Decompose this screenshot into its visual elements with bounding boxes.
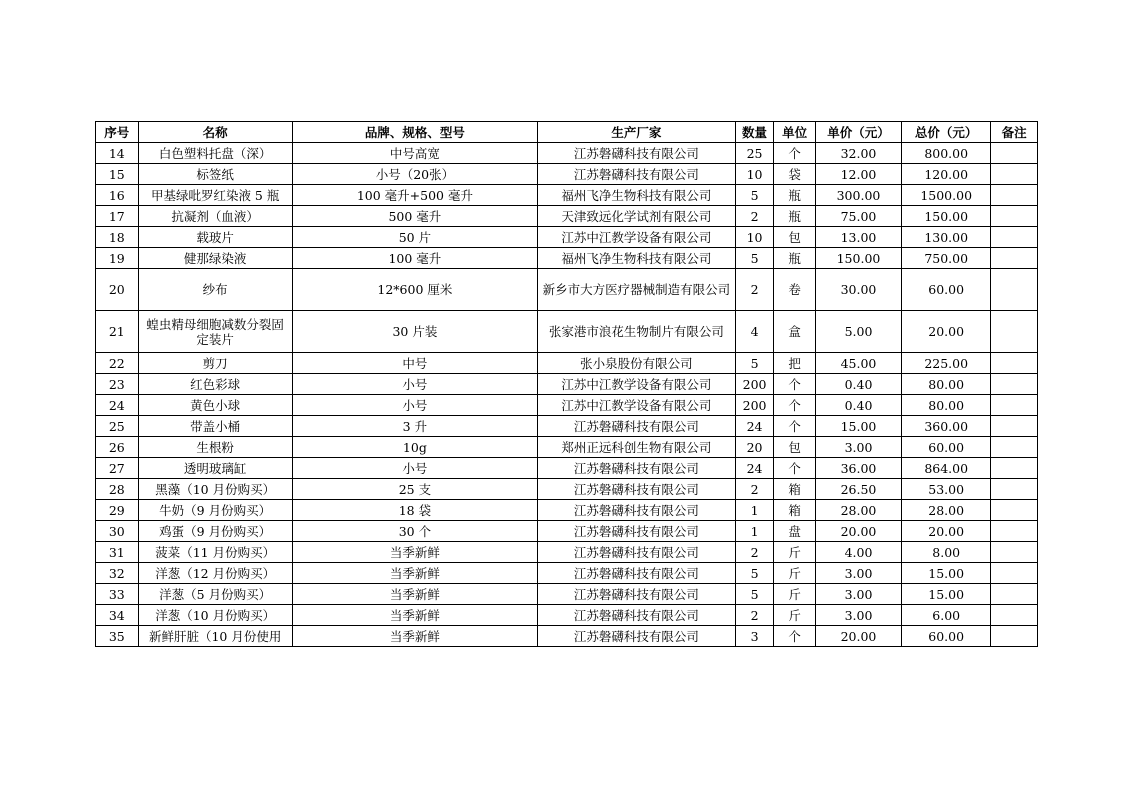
cell-spec: 12*600 厘米 [292,269,537,311]
cell-qty: 2 [735,269,774,311]
cell-name: 标签纸 [138,164,292,185]
table-row [96,479,1038,500]
table-row [96,353,1038,374]
cell-no: 32 [96,563,139,584]
cell-name: 抗凝剂（血液） [138,206,292,227]
cell-price: 3.00 [815,563,901,584]
table-header [96,122,1038,143]
cell-no: 20 [96,269,139,311]
cell-maker: 江苏磐礴科技有限公司 [538,143,736,164]
cell-qty: 5 [735,584,774,605]
cell-unit: 瓶 [774,248,816,269]
cell-price: 12.00 [815,164,901,185]
cell-price: 30.00 [815,269,901,311]
cell-no: 31 [96,542,139,563]
cell-no: 18 [96,227,139,248]
cell-maker: 江苏磐礴科技有限公司 [538,626,736,647]
table-row [96,500,1038,521]
cell-price: 5.00 [815,311,901,353]
cell-qty: 5 [735,248,774,269]
cell-name: 透明玻璃缸 [138,458,292,479]
cell-spec: 当季新鲜 [292,542,537,563]
cell-no: 30 [96,521,139,542]
table-row [96,416,1038,437]
cell-spec: 100 毫升+500 毫升 [292,185,537,206]
cell-no: 23 [96,374,139,395]
cell-price: 36.00 [815,458,901,479]
cell-note [991,626,1038,647]
cell-spec: 3 升 [292,416,537,437]
cell-qty: 25 [735,143,774,164]
table-row [96,584,1038,605]
cell-total: 60.00 [902,437,991,458]
cell-maker: 江苏磐礴科技有限公司 [538,521,736,542]
cell-qty: 5 [735,353,774,374]
cell-spec: 小号 [292,395,537,416]
cell-no: 14 [96,143,139,164]
table-row [96,626,1038,647]
cell-note [991,521,1038,542]
cell-total: 80.00 [902,395,991,416]
cell-total: 60.00 [902,269,991,311]
cell-maker: 江苏磐礴科技有限公司 [538,416,736,437]
cell-spec: 当季新鲜 [292,626,537,647]
cell-unit: 袋 [774,164,816,185]
cell-note [991,353,1038,374]
cell-name: 洋葱（5 月份购买） [138,584,292,605]
table-row [96,269,1038,311]
cell-note [991,164,1038,185]
cell-total: 120.00 [902,164,991,185]
cell-no: 33 [96,584,139,605]
cell-note [991,248,1038,269]
cell-total: 15.00 [902,584,991,605]
table-row [96,206,1038,227]
cell-maker: 张小泉股份有限公司 [538,353,736,374]
cell-qty: 10 [735,227,774,248]
cell-name: 甲基绿吡罗红染液 5 瓶 [138,185,292,206]
cell-name: 载玻片 [138,227,292,248]
cell-note [991,269,1038,311]
table-row [96,458,1038,479]
table-row [96,605,1038,626]
cell-spec: 18 袋 [292,500,537,521]
header-no: 序号 [96,122,139,143]
cell-maker: 张家港市浪花生物制片有限公司 [538,311,736,353]
cell-qty: 2 [735,206,774,227]
cell-total: 53.00 [902,479,991,500]
cell-note [991,143,1038,164]
cell-maker: 江苏磐礴科技有限公司 [538,479,736,500]
cell-unit: 斤 [774,584,816,605]
cell-price: 300.00 [815,185,901,206]
cell-unit: 把 [774,353,816,374]
cell-note [991,458,1038,479]
header-note: 备注 [991,122,1038,143]
cell-maker: 江苏磐礴科技有限公司 [538,164,736,185]
cell-name: 牛奶（9 月份购买） [138,500,292,521]
cell-spec: 50 片 [292,227,537,248]
cell-total: 80.00 [902,374,991,395]
cell-note [991,311,1038,353]
cell-unit: 瓶 [774,206,816,227]
cell-name: 红色彩球 [138,374,292,395]
cell-no: 19 [96,248,139,269]
cell-qty: 200 [735,374,774,395]
cell-total: 20.00 [902,521,991,542]
cell-spec: 中号 [292,353,537,374]
cell-note [991,563,1038,584]
cell-total: 6.00 [902,605,991,626]
cell-note [991,584,1038,605]
cell-name: 黑藻（10 月份购买） [138,479,292,500]
cell-note [991,437,1038,458]
cell-unit: 卷 [774,269,816,311]
cell-unit: 箱 [774,479,816,500]
cell-price: 150.00 [815,248,901,269]
cell-note [991,374,1038,395]
cell-maker: 江苏磐礴科技有限公司 [538,563,736,584]
cell-maker: 郑州正远科创生物有限公司 [538,437,736,458]
cell-name: 白色塑料托盘（深） [138,143,292,164]
cell-qty: 1 [735,500,774,521]
cell-name: 健那绿染液 [138,248,292,269]
cell-maker: 福州飞净生物科技有限公司 [538,248,736,269]
cell-price: 20.00 [815,626,901,647]
cell-unit: 包 [774,437,816,458]
cell-name: 纱布 [138,269,292,311]
cell-note [991,479,1038,500]
cell-unit: 个 [774,395,816,416]
cell-no: 34 [96,605,139,626]
cell-price: 0.40 [815,395,901,416]
header-maker: 生产厂家 [538,122,736,143]
cell-total: 60.00 [902,626,991,647]
cell-qty: 2 [735,542,774,563]
cell-note [991,542,1038,563]
cell-spec: 当季新鲜 [292,605,537,626]
cell-unit: 盘 [774,521,816,542]
cell-spec: 10g [292,437,537,458]
cell-total: 864.00 [902,458,991,479]
cell-name: 洋葱（10 月份购买） [138,605,292,626]
cell-name: 黄色小球 [138,395,292,416]
cell-note [991,500,1038,521]
table-row [96,185,1038,206]
cell-price: 3.00 [815,437,901,458]
cell-no: 24 [96,395,139,416]
cell-spec: 25 支 [292,479,537,500]
cell-qty: 200 [735,395,774,416]
cell-price: 75.00 [815,206,901,227]
header-price: 单价（元） [815,122,901,143]
cell-qty: 2 [735,479,774,500]
cell-total: 130.00 [902,227,991,248]
cell-name: 鸡蛋（9 月份购买） [138,521,292,542]
cell-unit: 盒 [774,311,816,353]
cell-no: 21 [96,311,139,353]
cell-total: 225.00 [902,353,991,374]
cell-spec: 100 毫升 [292,248,537,269]
cell-price: 0.40 [815,374,901,395]
cell-maker: 江苏磐礴科技有限公司 [538,605,736,626]
cell-price: 3.00 [815,605,901,626]
cell-maker: 福州飞净生物科技有限公司 [538,185,736,206]
cell-unit: 斤 [774,563,816,584]
cell-unit: 斤 [774,542,816,563]
cell-maker: 江苏磐礴科技有限公司 [538,584,736,605]
header-name: 名称 [138,122,292,143]
cell-no: 29 [96,500,139,521]
cell-unit: 个 [774,416,816,437]
cell-no: 28 [96,479,139,500]
table-row [96,542,1038,563]
cell-spec: 30 片装 [292,311,537,353]
cell-name: 剪刀 [138,353,292,374]
table-row [96,311,1038,353]
cell-note [991,395,1038,416]
cell-qty: 1 [735,521,774,542]
table-row [96,437,1038,458]
cell-maker: 江苏磐礴科技有限公司 [538,542,736,563]
cell-price: 45.00 [815,353,901,374]
cell-note [991,227,1038,248]
cell-spec: 中号高宽 [292,143,537,164]
purchase-table [95,121,1038,647]
cell-maker: 新乡市大方医疗器械制造有限公司 [538,269,736,311]
cell-qty: 20 [735,437,774,458]
cell-maker: 江苏中江教学设备有限公司 [538,227,736,248]
cell-price: 32.00 [815,143,901,164]
cell-total: 1500.00 [902,185,991,206]
cell-no: 26 [96,437,139,458]
cell-total: 28.00 [902,500,991,521]
cell-total: 20.00 [902,311,991,353]
table-row [96,395,1038,416]
cell-unit: 个 [774,458,816,479]
cell-name: 蝗虫精母细胞减数分裂固定装片 [138,311,292,353]
cell-maker: 江苏磐礴科技有限公司 [538,500,736,521]
header-spec: 品牌、规格、型号 [292,122,537,143]
cell-qty: 5 [735,563,774,584]
cell-note [991,416,1038,437]
cell-qty: 10 [735,164,774,185]
cell-price: 4.00 [815,542,901,563]
cell-spec: 当季新鲜 [292,584,537,605]
cell-unit: 个 [774,143,816,164]
header-row [96,122,1038,143]
cell-unit: 瓶 [774,185,816,206]
cell-unit: 个 [774,374,816,395]
cell-unit: 箱 [774,500,816,521]
cell-spec: 当季新鲜 [292,563,537,584]
cell-name: 菠菜（11 月份购买） [138,542,292,563]
cell-name: 洋葱（12 月份购买） [138,563,292,584]
cell-qty: 3 [735,626,774,647]
cell-qty: 24 [735,416,774,437]
cell-name: 带盖小桶 [138,416,292,437]
cell-name: 新鲜肝脏（10 月份使用 [138,626,292,647]
cell-spec: 500 毫升 [292,206,537,227]
cell-note [991,206,1038,227]
cell-no: 22 [96,353,139,374]
cell-spec: 小号 [292,458,537,479]
cell-spec: 30 个 [292,521,537,542]
cell-total: 800.00 [902,143,991,164]
header-total: 总价（元） [902,122,991,143]
cell-price: 20.00 [815,521,901,542]
cell-total: 150.00 [902,206,991,227]
cell-no: 35 [96,626,139,647]
cell-qty: 5 [735,185,774,206]
cell-note [991,605,1038,626]
cell-maker: 江苏中江教学设备有限公司 [538,395,736,416]
table-row [96,164,1038,185]
table-row [96,248,1038,269]
cell-qty: 2 [735,605,774,626]
header-qty: 数量 [735,122,774,143]
table-row [96,563,1038,584]
cell-no: 27 [96,458,139,479]
cell-name: 生根粉 [138,437,292,458]
cell-maker: 天津致远化学试剂有限公司 [538,206,736,227]
cell-no: 16 [96,185,139,206]
cell-total: 360.00 [902,416,991,437]
header-unit: 单位 [774,122,816,143]
cell-unit: 斤 [774,605,816,626]
cell-total: 8.00 [902,542,991,563]
cell-spec: 小号 [292,374,537,395]
table-body [96,143,1038,647]
cell-total: 750.00 [902,248,991,269]
cell-no: 17 [96,206,139,227]
cell-unit: 包 [774,227,816,248]
cell-price: 26.50 [815,479,901,500]
cell-price: 28.00 [815,500,901,521]
cell-qty: 24 [735,458,774,479]
cell-unit: 个 [774,626,816,647]
table-row [96,521,1038,542]
cell-total: 15.00 [902,563,991,584]
cell-note [991,185,1038,206]
table-row [96,143,1038,164]
cell-no: 15 [96,164,139,185]
cell-maker: 江苏磐礴科技有限公司 [538,458,736,479]
cell-maker: 江苏中江教学设备有限公司 [538,374,736,395]
cell-qty: 4 [735,311,774,353]
cell-no: 25 [96,416,139,437]
cell-price: 15.00 [815,416,901,437]
table-row [96,374,1038,395]
table-row [96,227,1038,248]
cell-price: 13.00 [815,227,901,248]
cell-spec: 小号（20张） [292,164,537,185]
cell-price: 3.00 [815,584,901,605]
